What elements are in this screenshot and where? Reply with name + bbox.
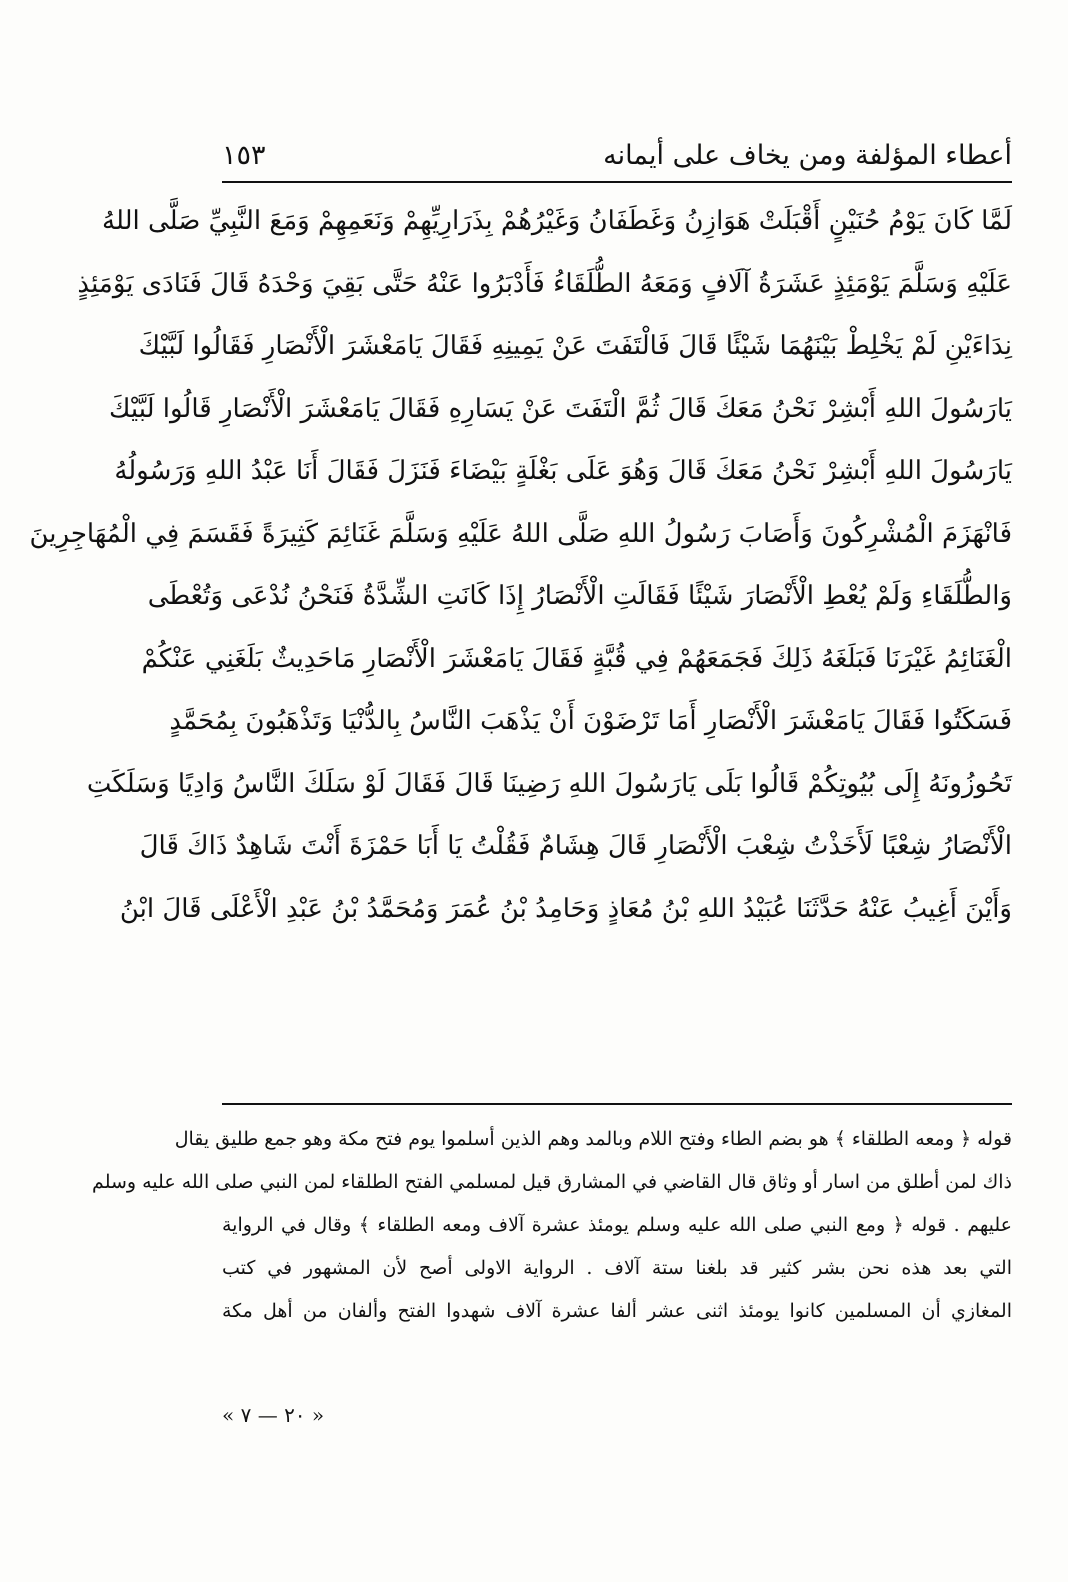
text-line: وَالطُّلَقَاءِ وَلَمْ يُعْطِ الْأَنْصَارَ شَيْئًا فَقَالَتِ الْأَنْصَارُ إِذَا كَانَتِ الشِّدَّةُ فَنَحْنُ نُدْعَى وَتُعْطَى xyxy=(147,581,1012,611)
text-line: فَسَكَتُوا فَقَالَ يَامَعْشَرَ الْأَنْصَارِ أَمَا تَرْضَوْنَ أَنْ يَذْهَبَ النَّاسُ بِالدُّنْيَا وَتَذْهَبُونَ بِمُحَمَّدٍ xyxy=(169,706,1012,736)
text-line: تَحُوزُونَهُ إِلَى بُيُوتِكُمْ قَالُوا بَلَى يَارَسُولَ اللهِ رَضِينَا قَالَ فَقَالَ لَوْ سَلَكَ النَّاسُ وَادِيًا وَسَلَكَتِ xyxy=(86,768,1012,799)
text-line: فَانْهَزَمَ الْمُشْرِكُونَ وَأَصَابَ رَسُولُ اللهِ صَلَّى اللهُ عَلَيْهِ وَسَلَّمَ غَنَائِمَ كَثِيرَةً فَقَسَمَ فِي الْمُهَاجِرِينَ xyxy=(29,518,1012,549)
header-rule xyxy=(222,181,1012,183)
text-line: الْأَنْصَارُ شِعْبًا لَأَخَذْتُ شِعْبَ الْأَنْصَارِ قَالَ هِشَامٌ فَقُلْتُ يَا أَبَا حَمْزَةَ أَنْتَ شَاهِدٌ ذَاكَ قَالَ xyxy=(139,831,1012,861)
footnote-line: ذاك لمن أطلق من اسار أو وثاق قال القاضي في المشارق قيل لمسلمي الفتح الطلقاء لمن النبي صلى الله عليه وسلم xyxy=(92,1171,1012,1193)
hadith-text xyxy=(29,190,1012,1065)
text-line: وَأَيْنَ أَغِيبُ عَنْهُ حَدَّثَنَا عُبَيْدُ اللهِ بْنُ مُعَاذٍ وَحَامِدُ بْنُ عُمَرَ وَمُحَمَّدُ بْنُ عَبْدِ الْأَعْلَى قَالَ ابْنُ xyxy=(119,893,1012,924)
running-header xyxy=(222,132,1012,180)
footnote-line: المغازي أن المسلمين كانوا يومئذ اثنى عشر ألفا عشرة آلاف شهدوا الفتح وألفان من أهل مكة xyxy=(222,1300,1012,1322)
text-line: يَارَسُولَ اللهِ أَبْشِرْ نَحْنُ مَعَكَ قَالَ وَهُوَ عَلَى بَغْلَةٍ بَيْضَاءَ فَنَزَلَ فَقَالَ أَنَا عَبْدُ اللهِ وَرَسُولُهُ xyxy=(114,456,1012,486)
text-line xyxy=(222,940,1012,1003)
text-line: يَارَسُولَ اللهِ أَبْشِرْ نَحْنُ مَعَكَ قَالَ ثُمَّ الْتَفَتَ عَنْ يَسَارِهِ فَقَالَ يَامَعْشَرَ الْأَنْصَارِ قَالُوا لَبَّيْكَ xyxy=(108,393,1012,424)
text-line: لَمَّا كَانَ يَوْمُ حُنَيْنٍ أَقْبَلَتْ هَوَازِنُ وَغَطَفَانُ وَغَيْرُهُمْ بِذَرَارِيِّهِمْ وَنَعَمِهِمْ وَمَعَ النَّبِيِّ صَلَّى اللهُ xyxy=(102,206,1012,236)
footnote-rule xyxy=(222,1103,1012,1105)
footnote-line: التي بعد هذه نحن بشر كثير قد بلغنا ستة آلاف . الرواية الاولى أصح لأن المشهور في كتب xyxy=(222,1257,1012,1279)
running-title: أعطاء المؤلفة ومن يخاف على أيمانه xyxy=(603,140,1012,171)
text-line: عَلَيْهِ وَسَلَّمَ يَوْمَئِذٍ عَشَرَةُ آلَافٍ وَمَعَهُ الطُّلَقَاءُ فَأَدْبَرُوا عَنْهُ حَتَّى بَقِيَ وَحْدَهُ قَالَ فَنَادَى يَوْمَئِذٍ xyxy=(77,268,1012,299)
text-line: الْغَنَائِمُ غَيْرَنَا فَبَلَغَهُ ذَلِكَ فَجَمَعَهُمْ فِي قُبَّةٍ فَقَالَ يَامَعْشَرَ الْأَنْصَارِ مَاحَدِيثٌ بَلَغَنِي عَنْكُمْ xyxy=(141,643,1012,674)
commentary-footnotes xyxy=(92,1118,1012,1333)
text-line: نِدَاءَيْنِ لَمْ يَخْلِطْ بَيْنَهُمَا شَيْئًا قَالَ فَالْتَفَتَ عَنْ يَمِينِهِ فَقَالَ يَامَعْشَرَ الْأَنْصَارِ فَقَالُوا لَبَّيْكَ xyxy=(138,331,1012,361)
text-line xyxy=(222,1003,1012,1066)
footnote-line: قوله ﴿ ومعه الطلقاء ﴾ هو بضم الطاء وفتح اللام وبالمد وهم الذين أسلموا يوم فتح مكة وهو جمع طليق يقال xyxy=(174,1128,1012,1150)
footnote-line: عليهم . قوله ﴿ ومع النبي صلى الله عليه وسلم يومئذ عشرة آلاف ومعه الطلقاء ﴾ وقال في الرواية xyxy=(222,1214,1012,1236)
gathering-signature: « ٢٠ — ٧ » xyxy=(222,1403,325,1427)
page-number: ١٥٣ xyxy=(222,140,266,171)
